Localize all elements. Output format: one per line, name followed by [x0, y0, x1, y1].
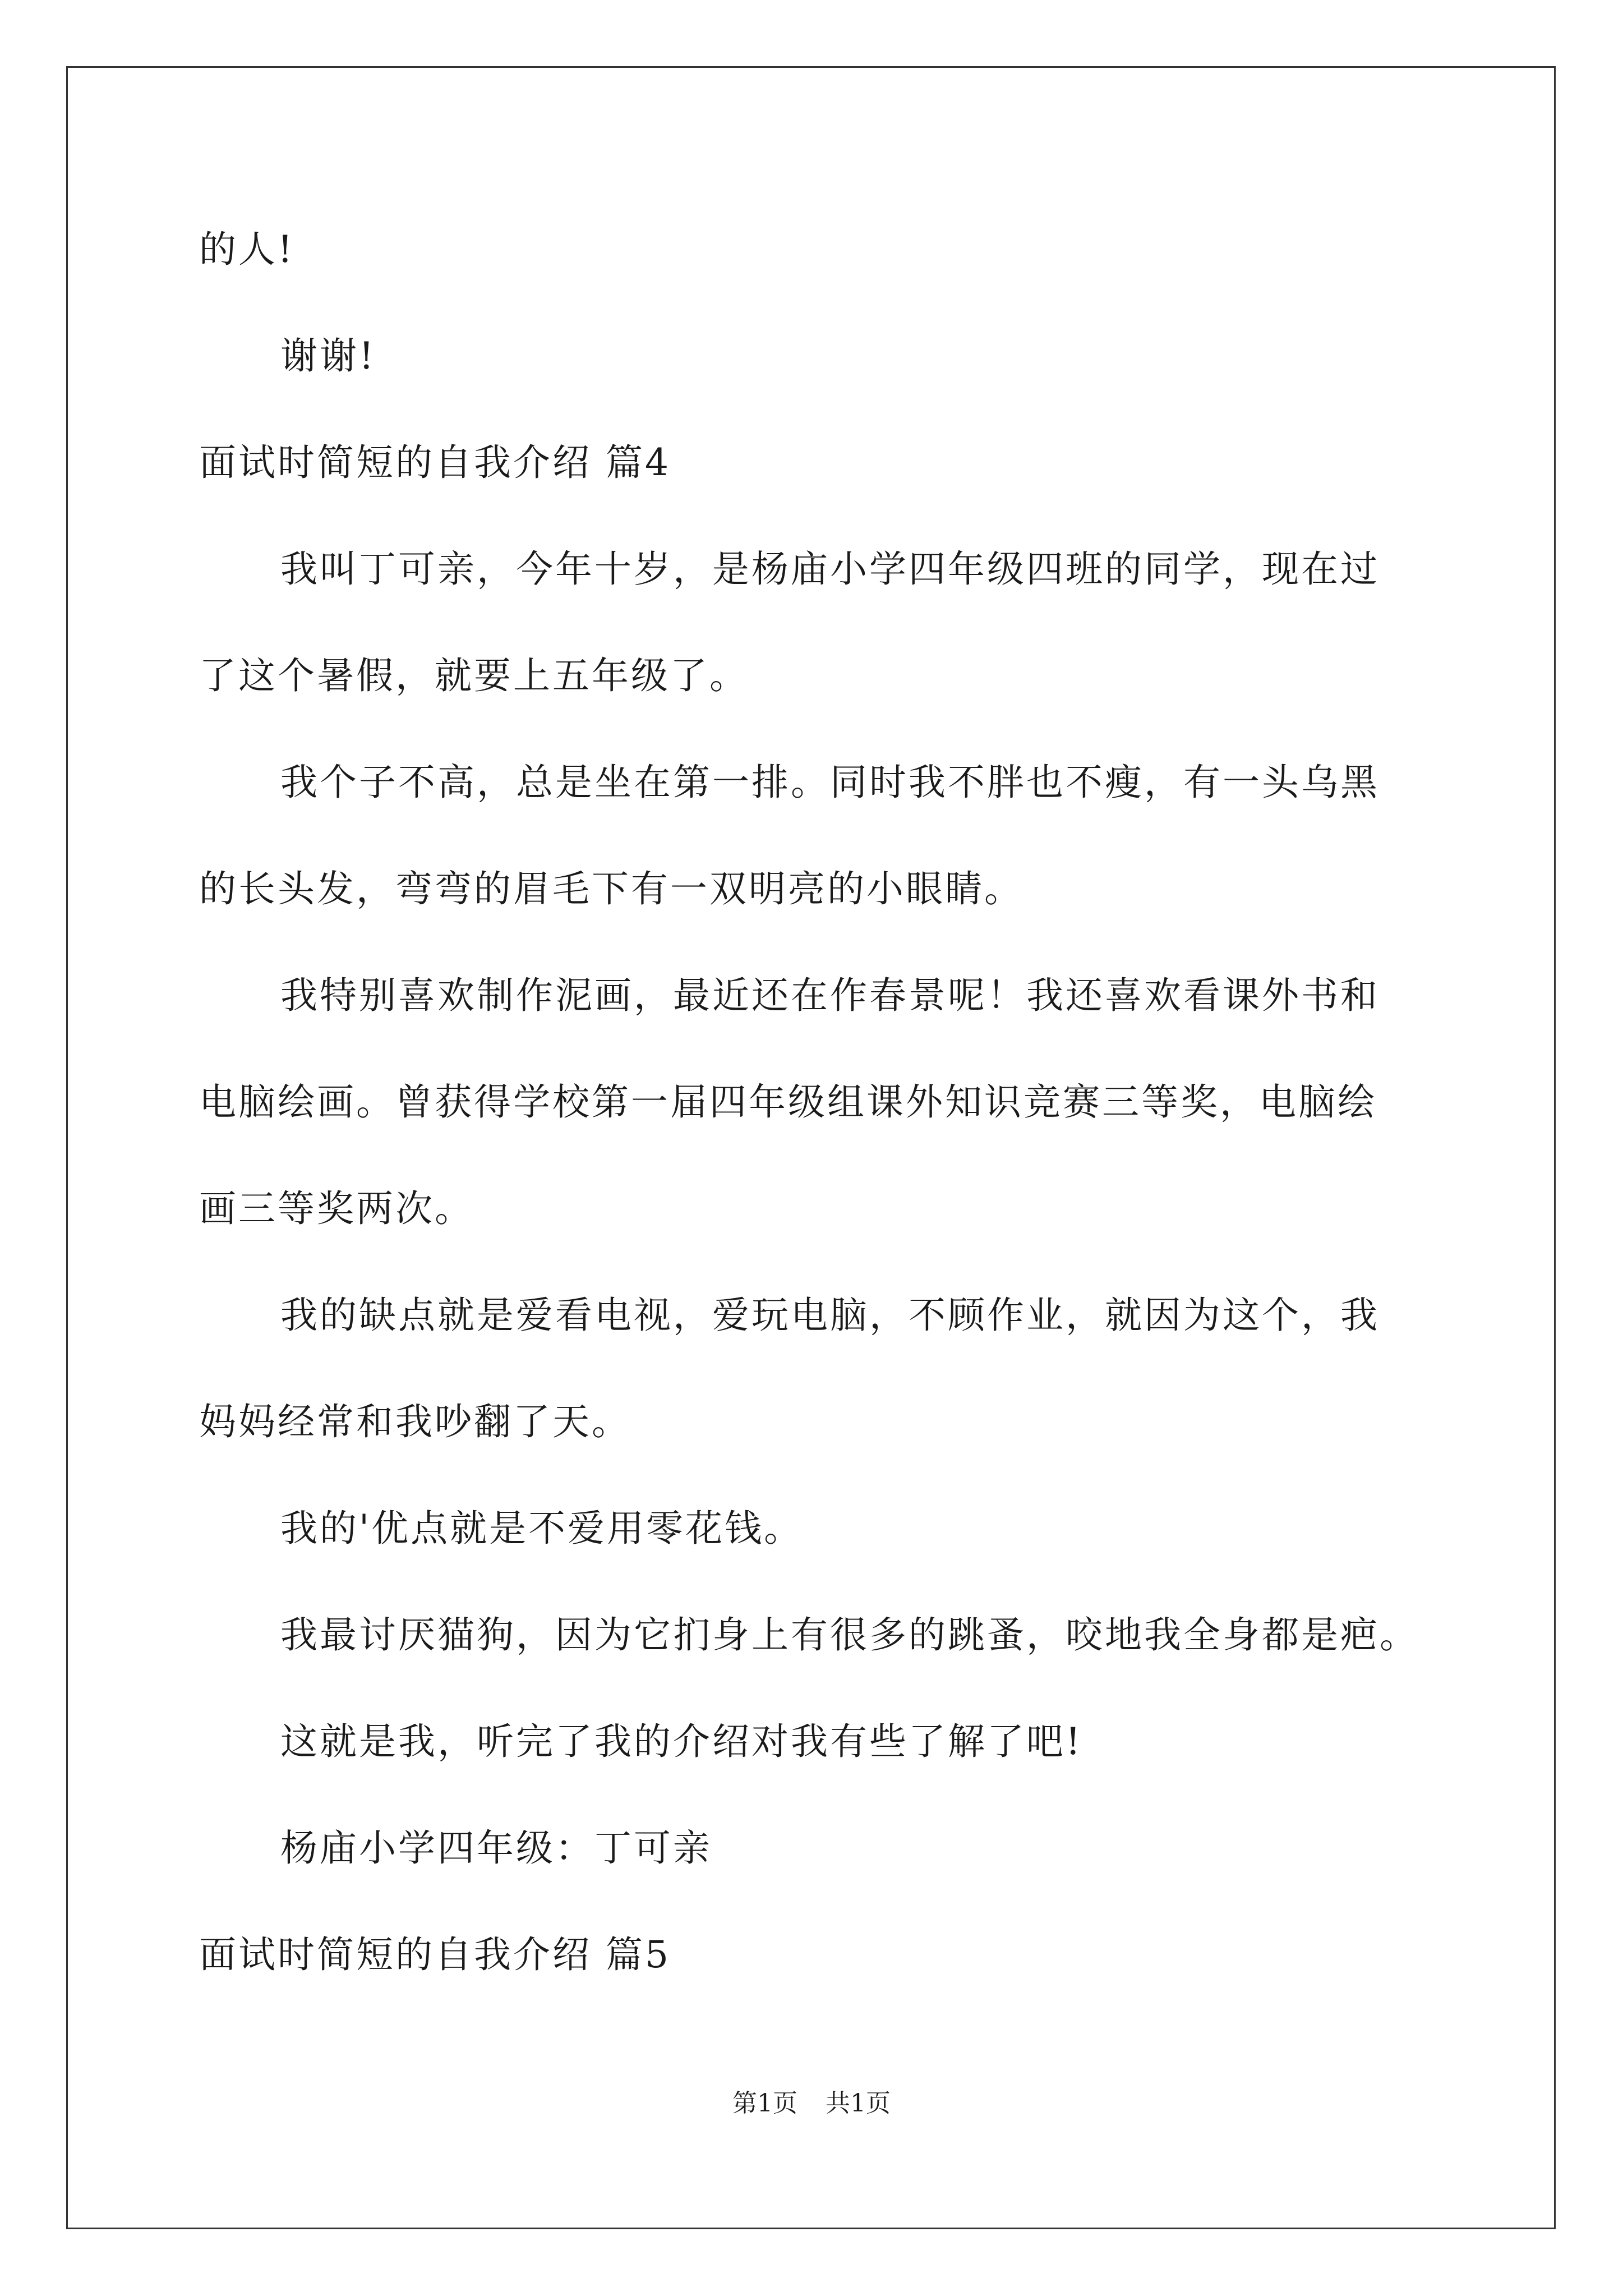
- text-line: 了这个暑假，就要上五年级了。: [199, 654, 749, 697]
- section-heading: 面试时简短的自我介绍 篇5: [199, 1933, 671, 1976]
- text-line: 我特别喜欢制作泥画，最近还在作春景呢！我还喜欢看课外书和: [280, 974, 1380, 1017]
- text-line: 我的'优点就是不爱用零花钱。: [280, 1507, 804, 1550]
- page-footer: [0, 2087, 1623, 2120]
- text-line: 电脑绘画。曾获得学校第一届四年级组课外知识竞赛三等奖，电脑绘: [199, 1080, 1377, 1124]
- text-line: 妈妈经常和我吵翻了天。: [199, 1400, 631, 1443]
- text-line: 的长头发，弯弯的眉毛下有一双明亮的小眼睛。: [199, 867, 1023, 910]
- text-line: 杨庙小学四年级：丁可亲: [280, 1826, 712, 1870]
- text-line: 谢谢!: [280, 334, 376, 378]
- text-line: 的人!: [199, 228, 295, 271]
- text-line: 我的缺点就是爱看电视，爱玩电脑，不顾作业，就因为这个，我: [280, 1294, 1380, 1337]
- page-number: 第1页: [732, 2089, 797, 2118]
- text-line: 画三等奖两次。: [199, 1187, 474, 1230]
- section-heading: 面试时简短的自我介绍 篇4: [199, 441, 671, 484]
- text-line: 我个子不高，总是坐在第一排。同时我不胖也不瘦，有一头乌黑: [280, 761, 1380, 804]
- text-line: 我叫丁可亲，今年十岁，是杨庙小学四年级四班的同学，现在过: [280, 547, 1380, 591]
- text-line: 我最讨厌猫狗，因为它扪身上有很多的跳蚤，咬地我全身都是疤。: [280, 1613, 1419, 1657]
- page-border: [66, 66, 1556, 2229]
- text-line: 这就是我，听完了我的介绍对我有些了解了吧!: [280, 1720, 1083, 1763]
- page-total: 共1页: [826, 2089, 891, 2118]
